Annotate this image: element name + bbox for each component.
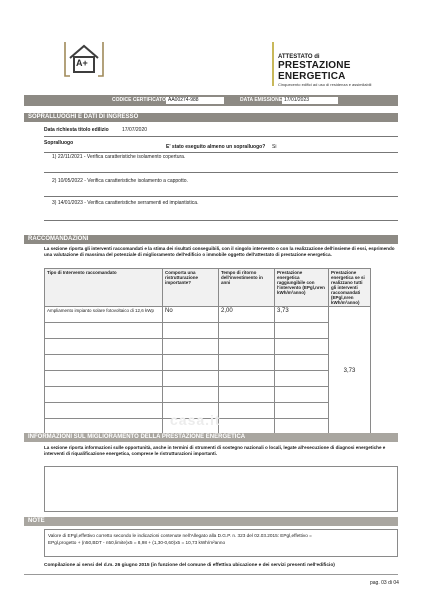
sopralluogo-item: 1) 22/11/2021 - Verifica caratteristiche isolamento copertura. [52,154,186,160]
divider [44,220,398,221]
codice-value: AA00274-988 [166,97,224,104]
cell-ristrutturazione: No [163,307,219,323]
note-line: EPgl,progetto + (n50,BDT - n50,limite)x5 = 8,98 + (1,30-0,60)x5 = 10,73 kWh/m²anno [48,540,226,545]
cell-prestazione: 3,73 [275,307,329,323]
raccomandazioni-band: RACCOMANDAZIONI [24,235,398,244]
col-prestazione: Prestazione energetica raggiungibile con l'intervento (EPgl,nren kWh/m²anno) [275,269,329,307]
informazioni-text: La sezione riporta informazioni sulle opportunità, anche in termini di strumenti di sostegno nazionali o locali, legate all'esecuzione di diagnosi energetiche e interventi di riqualificazione energetica, comprese le ristrutturazioni importanti. [44,445,386,456]
title-main: PRESTAZIONE ENERGETICA [278,60,351,82]
compilazione-note: Compilazione ai sensi del d.m. 26 giugno 2015 (in funzione del comune di effettiva ubicazione e dei servizi presenti nell'edificio) [44,563,335,568]
raccomandazioni-intro: La sezione riporta gli interventi raccomandati e la stima dei risultati conseguibili, con il singolo intervento o con la realizzazione dell'insieme di essi, esprimendo una valutazione di massima del potenziale di miglioramento dell'edificio o immobile oggetto dell'attestato di prestazione energetica. [44,246,395,257]
divider [44,196,398,197]
divider [44,152,398,153]
sopralluogo-item: 2) 10/05/2022 - Verifica caratteristiche isolamento a cappotto. [52,178,188,184]
title-accent-bar [272,42,274,86]
document-title [278,40,418,87]
data-richiesta-value: 17/07/2020 [122,127,148,133]
sopralluogo-answer: Si [272,144,277,150]
table-row [45,339,371,355]
divider [44,136,398,137]
sopralluogo-item: 3) 14/01/2023 - Verifica caratteristiche serramenti ed impiantistica. [52,200,199,206]
data-emissione-label: DATA EMISSIONE [240,97,283,103]
sopralluogo-label: Sopralluogo [44,140,74,146]
energy-class-logo [62,40,106,78]
table-row [45,323,371,339]
col-prestazione-totale: Prestazione energetica se si realizzano tutti gli interventi raccomandati (EPgl,nren kWh/m²anno) [329,269,371,307]
watermark: casa.it [170,412,221,428]
note-band: NOTE [24,517,398,526]
table-row [45,387,371,403]
informazioni-band: INFORMAZIONI SUL MIGLIORAMENTO DELLA PRESTAZIONE ENERGETICA [24,433,398,442]
codice-label: CODICE CERTIFICATO [112,97,166,103]
raccomandazioni-table [44,268,371,435]
table-header-row [45,269,371,307]
sopralluogo-question: E' stato eseguito almeno un sopralluogo? [166,144,266,150]
logo-label: A+ [76,58,88,68]
table-row [45,307,371,323]
informazioni-box [44,466,398,512]
col-tempo: Tempo di ritorno dell'investimento in anni [219,269,275,307]
title-note: Cinquecento edifici ad uso di residenza e assimilabili [278,82,372,87]
table-row [45,355,371,371]
page-number: pag. 03 di 04 [370,580,399,586]
cell-tipo: Ampliamento impianto solare fotovoltaico di 12,6 kWp [45,307,163,323]
sopralluoghi-band: SOPRALLUOGHI E DATI DI INGRESSO [24,113,398,122]
data-richiesta-label: Data richiesta titolo edilizio [44,127,109,133]
table-row [45,371,371,387]
cell-prestazione-totale: 3,73 [329,307,371,435]
note-line: Valore di EPgl,effettivo corretto secondo le indicazioni contenute nell'Allegato alla D.G.P. n. 323 del 02.03.2015: EPgl,effettivo = [48,533,312,538]
col-tipo: Tipo di Intervento raccomandato [45,269,163,307]
col-ristrutturazione: Comporta una ristrutturazione importante? [163,269,219,307]
data-emissione-value: 17/01/2023 [282,97,338,104]
title-small: ATTESTATO di [278,54,320,60]
divider [24,574,398,575]
certificate-code-bar [24,95,398,106]
cell-tempo: 2,00 [219,307,275,323]
note-box [44,529,398,557]
divider [44,172,398,173]
